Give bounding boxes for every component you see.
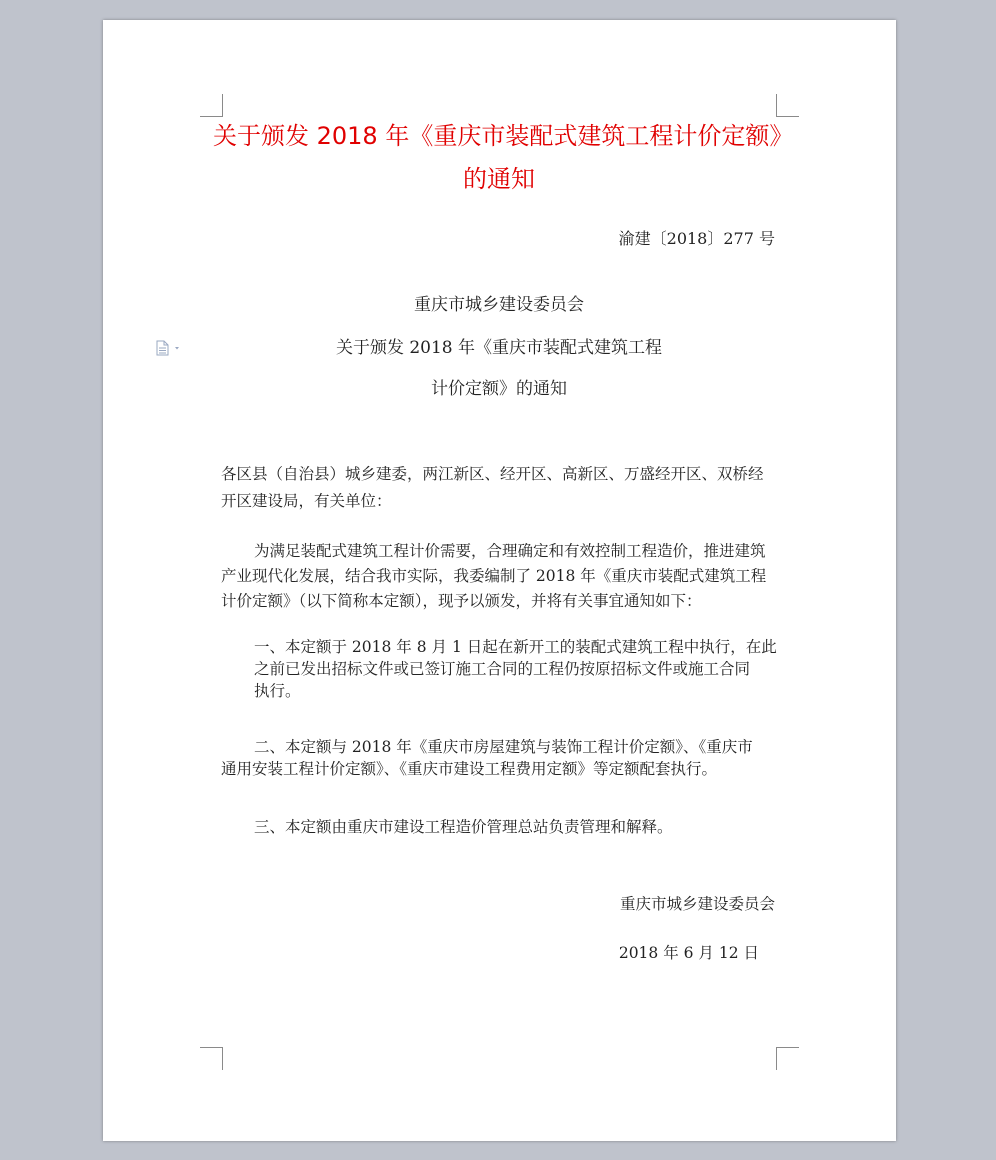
intro-line-3: 计价定额》（以下简称本定额），现予以颁发，并将有关事宜通知如下： bbox=[221, 592, 702, 610]
salutation-line-2: 开区建设局，有关单位： bbox=[221, 492, 392, 510]
issuer-heading: 重庆市城乡建设委员会 bbox=[414, 295, 584, 315]
intro-line-1: 为满足装配式建筑工程计价需要，合理确定和有效控制工程造价，推进建筑 bbox=[254, 542, 766, 560]
document-number: 渝建〔2018〕277 号 bbox=[618, 229, 775, 248]
issue-date: 2018 年 6 月 12 日 bbox=[618, 944, 759, 962]
intro-line-2: 产业现代化发展，结合我市实际，我委编制了 2018 年《重庆市装配式建筑工程 bbox=[221, 567, 767, 585]
document-page bbox=[103, 20, 896, 1141]
crop-mark-bottom-left bbox=[200, 1047, 223, 1070]
item1-line-2: 之前已发出招标文件或已签订施工合同的工程仍按原招标文件或施工合同 bbox=[254, 660, 751, 678]
crop-mark-top-left bbox=[200, 94, 223, 117]
document-icon[interactable] bbox=[155, 340, 185, 356]
item1-line-3: 执行。 bbox=[254, 682, 301, 700]
item3-line-1: 三、本定额由重庆市建设工程造价管理总站负责管理和解释。 bbox=[254, 818, 673, 836]
item1-line-1: 一、本定额于 2018 年 8 月 1 日起在新开工的装配式建筑工程中执行，在此 bbox=[254, 638, 777, 656]
document-title-line-2: 的通知 bbox=[463, 165, 535, 193]
item2-line-1: 二、本定额与 2018 年《重庆市房屋建筑与装饰工程计价定额》、《重庆市 bbox=[254, 738, 753, 756]
salutation-line-1: 各区县（自治县）城乡建委，两江新区、经开区、高新区、万盛经开区、双桥经 bbox=[221, 465, 764, 483]
item2-line-2: 通用安装工程计价定额》、《重庆市建设工程费用定额》等定额配套执行。 bbox=[221, 760, 718, 778]
crop-mark-bottom-right bbox=[776, 1047, 799, 1070]
crop-mark-top-right bbox=[776, 94, 799, 117]
document-title-line-1: 关于颁发 2018 年《重庆市装配式建筑工程计价定额》 bbox=[213, 122, 794, 150]
notice-heading-line-2: 计价定额》的通知 bbox=[431, 379, 567, 399]
notice-heading-line-1: 关于颁发 2018 年《重庆市装配式建筑工程 bbox=[335, 338, 663, 358]
signature: 重庆市城乡建设委员会 bbox=[619, 895, 775, 913]
